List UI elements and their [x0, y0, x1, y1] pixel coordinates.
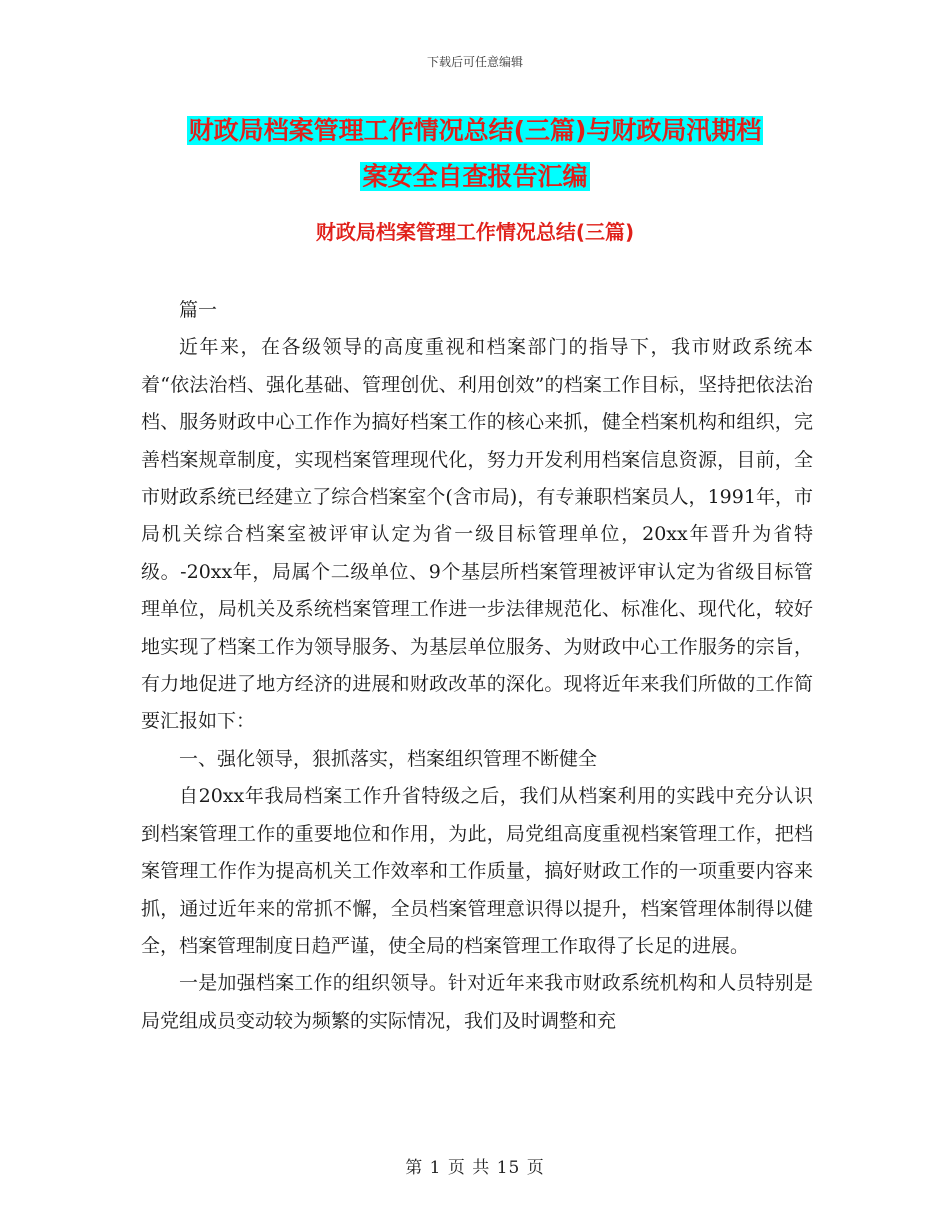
header-note: 下载后可任意编辑	[426, 55, 523, 69]
page-footer: 第 1 页 共 15 页	[405, 1158, 545, 1178]
document-body	[141, 292, 813, 1040]
document-title	[140, 108, 810, 200]
paragraph-heading: 一、强化领导，狠抓落实，档案组织管理不断健全	[179, 747, 598, 770]
section-title: 财政局档案管理工作情况总结(三篇)	[315, 220, 635, 244]
document-title-line-2: 案安全自查报告汇编	[362, 162, 588, 191]
paragraph-chapter-label: 篇一	[179, 299, 218, 321]
paragraph: 近年来，在各级领导的高度重视和档案部门的指导下，我市财政系统本着“依法治档、强化基础、管理创优、利用创效”的档案工作目标，坚持把依法治档、服务财政中心工作作为搞好档案工作的核心来抓，健全档案机构和组织，完善档案规章制度，实现档案管理现代化，努力开发利用档案信息资源，目前，全市财政系统已经建立了综合档案室个(含市局)，有专兼职档案员人，1991年，市局机关综合档案室被评审认定为省一级目标管理单位，20xx年晋升为省特级。-20xx年，局属个二级单位、9个基层所档案管理被评审认定为省级目标管理单位，局机关及系统档案管理工作进一步法律规范化、标准化、现代化，较好地实现了档案工作为领导服务、为基层单位服务、为财政中心工作服务的宗旨，有力地促进了地方经济的进展和财政改革的深化。现将近年来我们所做的工作简要汇报如下：	[141, 336, 813, 733]
paragraph: 一是加强档案工作的组织领导。针对近年来我市财政系统机构和人员特别是局党组成员变动较为频繁的实际情况，我们及时调整和充	[141, 972, 813, 1032]
paragraph: 自20xx年我局档案工作升省特级之后，我们从档案利用的实践中充分认识到档案管理工作的重要地位和作用，为此，局党组高度重视档案管理工作，把档案管理工作作为提高机关工作效率和工作质量，搞好财政工作的一项重要内容来抓，通过近年来的常抓不懈，全员档案管理意识得以提升，档案管理体制得以健全，档案管理制度日趋严谨，使全局的档案管理工作取得了长足的进展。	[141, 785, 813, 957]
document-title-line-1: 财政局档案管理工作情况总结(三篇)与财政局汛期档	[188, 116, 762, 145]
